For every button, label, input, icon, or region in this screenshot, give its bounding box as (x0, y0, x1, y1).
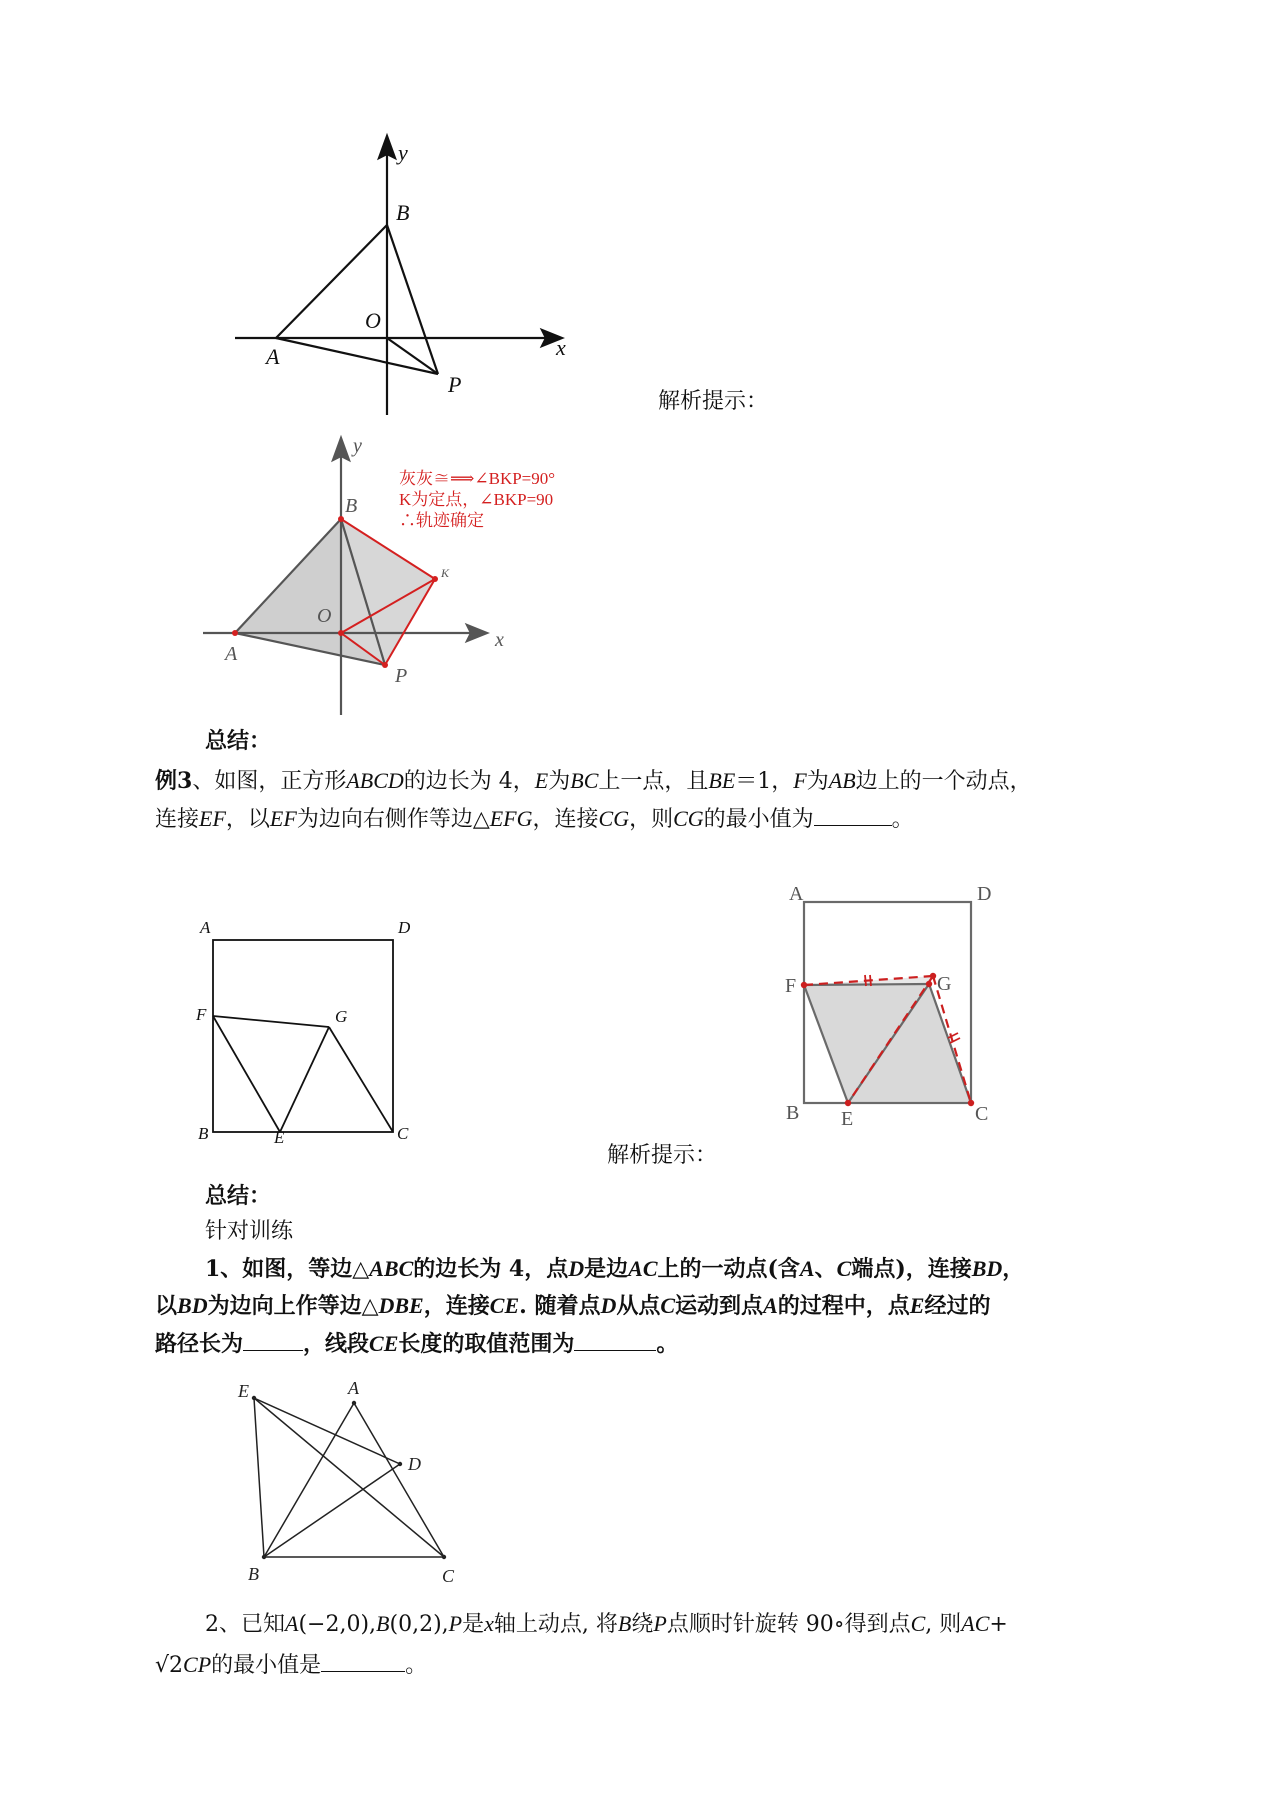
label-x: x (556, 335, 566, 360)
math: C (660, 1293, 676, 1318)
math: A (285, 1611, 299, 1636)
answer-blank[interactable] (814, 805, 892, 826)
point-A (352, 1401, 356, 1405)
segment-BD (264, 1464, 400, 1557)
math: CE (369, 1331, 399, 1356)
math: E (534, 768, 549, 793)
point-C (442, 1555, 446, 1559)
text: 运动到点 (675, 1293, 764, 1319)
math: F (793, 768, 807, 793)
text: . 随着点 (519, 1293, 601, 1319)
text: ，连接 (423, 1293, 490, 1319)
label-F: F (196, 1005, 207, 1024)
hint-2: 解析提示： (607, 1143, 718, 1168)
point-O (338, 630, 344, 636)
figure-5-triangle-diagram (230, 1370, 470, 1595)
math: P (448, 1611, 463, 1636)
segment-BP (387, 225, 438, 374)
point-K (432, 576, 438, 582)
segment-EC (254, 1398, 444, 1557)
example-label: 例3 (155, 768, 193, 794)
text: 是 (462, 1612, 485, 1637)
point-E (845, 1100, 851, 1106)
point-B (338, 516, 344, 522)
text: 以 (155, 1293, 178, 1319)
label-A: A (348, 1378, 359, 1398)
text: 的最小值为 (703, 807, 814, 832)
figure-2-analysis-diagram (195, 430, 615, 720)
math: CG (598, 806, 630, 831)
math: C (910, 1611, 926, 1636)
text: 端点)，连接 (851, 1256, 972, 1282)
label-B: B (248, 1564, 259, 1584)
label-G: G (335, 1007, 348, 1026)
math: EF (269, 806, 297, 831)
math: C (836, 1256, 852, 1281)
question-1-line-3 (155, 1325, 678, 1363)
math: AC (961, 1611, 990, 1636)
tick-mark (870, 975, 871, 986)
figure-3-square-diagram (190, 915, 430, 1145)
label-E: E (274, 1128, 285, 1145)
text: ＝1， (735, 769, 794, 794)
note-2: K为定点，∠BKP=90 (399, 490, 554, 509)
text: 为 (806, 769, 829, 794)
text: , 则 (925, 1612, 962, 1637)
text: 的边长为 4， (403, 769, 535, 794)
y-axis-arrow (379, 136, 395, 158)
text: ，则 (629, 807, 674, 832)
label-O: O (365, 308, 381, 333)
text: 2、已知 (205, 1612, 285, 1637)
question-2-line-1 (205, 1605, 1008, 1644)
label-B: B (786, 1102, 800, 1124)
label-D: D (408, 1454, 421, 1474)
figure-4-analysis-diagram (775, 880, 1045, 1130)
note-3: ∴轨迹确定 (399, 511, 484, 530)
segment-FG (213, 1016, 329, 1027)
answer-blank[interactable] (321, 1651, 405, 1672)
text: 为边向上作等边△ (207, 1293, 379, 1319)
segment-FE (213, 1016, 280, 1132)
question-2-line-2 (155, 1646, 427, 1685)
math: AB (828, 768, 856, 793)
point-B (262, 1555, 266, 1559)
point-F (801, 982, 807, 988)
note-1: 灰灰≅⟹∠BKP=90° (399, 469, 556, 488)
math: AC (628, 1256, 658, 1281)
math: CG (673, 806, 704, 831)
math: CE (489, 1293, 520, 1318)
text: + (989, 1612, 1008, 1637)
label-y: y (353, 435, 362, 457)
segment-EB (254, 1398, 264, 1557)
label-D: D (977, 883, 992, 905)
math: B (617, 1611, 632, 1636)
text: 。 (405, 1653, 428, 1678)
x-axis-arrow (467, 625, 487, 641)
label-P: P (395, 665, 408, 687)
math: EFG (489, 806, 533, 831)
figure-1-coordinate-diagram (230, 130, 590, 420)
math: D (600, 1293, 617, 1318)
point-E (252, 1396, 256, 1400)
text: 路径长为 (155, 1331, 244, 1357)
text: 边上的一个动点， (855, 769, 1032, 794)
text: 经过的 (924, 1293, 991, 1319)
label-F: F (785, 975, 797, 997)
math: BD (971, 1256, 1003, 1281)
question-1-line-2 (155, 1287, 990, 1325)
text: 点顺时针旋转 90∘得到点 (666, 1612, 911, 1637)
text: ，线段 (303, 1331, 370, 1357)
summary-2: 总结： (205, 1183, 272, 1209)
text: 、如图，正方形 (192, 769, 347, 794)
label-A: A (200, 918, 211, 937)
label-C: C (975, 1103, 989, 1125)
text: 从点 (616, 1293, 661, 1319)
text: ，以 (225, 807, 270, 832)
square-ABCD (213, 940, 393, 1132)
text: 是边 (584, 1256, 629, 1282)
point-C (968, 1100, 974, 1106)
math: A (799, 1256, 815, 1281)
label-B: B (396, 200, 410, 225)
y-axis-arrow (333, 438, 349, 460)
label-x: x (495, 629, 504, 651)
segment-GC (329, 1027, 393, 1132)
text: 上的一动点(含 (657, 1256, 800, 1282)
segment-AB (264, 1403, 354, 1557)
label-G: G (937, 973, 952, 995)
math: BC (570, 768, 599, 793)
text: 的最小值是 (211, 1653, 322, 1678)
tick-mark (865, 975, 866, 986)
text: 为 (548, 769, 571, 794)
text: 。 (656, 1331, 679, 1357)
text: 轴上动点, 将 (493, 1612, 618, 1637)
answer-blank-path-length[interactable] (243, 1330, 303, 1351)
label-P: P (448, 372, 462, 397)
math: BD (177, 1293, 208, 1318)
text: (0,2), (389, 1612, 449, 1637)
math: ABC (369, 1256, 414, 1281)
text: 长度的取值范围为 (398, 1331, 575, 1357)
label-E: E (238, 1381, 249, 1401)
text: (−2,0), (298, 1612, 377, 1637)
math: B (376, 1611, 390, 1636)
text: 连接 (155, 807, 200, 832)
label-C: C (397, 1124, 409, 1143)
hint-1: 解析提示： (658, 389, 769, 414)
text: √2 (155, 1653, 184, 1678)
label-A: A (266, 344, 280, 369)
text: 的过程中，点 (777, 1293, 910, 1319)
math: D (568, 1256, 585, 1281)
math: P (653, 1611, 667, 1636)
point-P (382, 662, 388, 668)
math: EF (199, 806, 226, 831)
text: 绕 (631, 1612, 654, 1637)
label-A: A (225, 643, 238, 665)
example-3-line-1 (155, 762, 1032, 801)
label-A: A (789, 883, 804, 905)
segment-EG (280, 1027, 329, 1132)
question-1-line-1 (205, 1250, 1024, 1288)
text: ， (1002, 1256, 1025, 1282)
point-D (398, 1462, 402, 1466)
text: 、 (814, 1256, 837, 1282)
text: 为边向右侧作等边△ (296, 807, 490, 832)
summary-1: 总结： (205, 728, 272, 754)
math: x (484, 1611, 494, 1636)
math: A (763, 1293, 778, 1318)
point-G (930, 973, 936, 979)
point-A (232, 630, 238, 636)
math: BE (708, 768, 736, 793)
text: 。 (891, 807, 914, 832)
label-C: C (442, 1566, 455, 1586)
math: DBE (378, 1293, 424, 1318)
text: 上一点，且 (598, 769, 709, 794)
label-K: K (441, 566, 450, 580)
label-y: y (398, 140, 408, 165)
label-O: O (317, 605, 332, 627)
math: ABCD (346, 768, 404, 793)
text: 1、如图，等边△ (205, 1256, 370, 1282)
example-3-line-2 (155, 800, 914, 839)
segment-AC (354, 1403, 444, 1557)
segment-ED (254, 1398, 400, 1464)
label-E: E (841, 1108, 854, 1130)
math: CP (183, 1652, 212, 1677)
label-D: D (398, 918, 411, 937)
text: 的边长为 4，点 (413, 1256, 569, 1282)
label-B: B (198, 1124, 209, 1143)
point-G-prime (926, 981, 932, 987)
text: ，连接 (532, 807, 599, 832)
answer-blank-range[interactable] (574, 1330, 656, 1351)
math: E (909, 1293, 925, 1318)
training-title: 针对训练 (205, 1219, 294, 1244)
label-B: B (345, 495, 358, 517)
